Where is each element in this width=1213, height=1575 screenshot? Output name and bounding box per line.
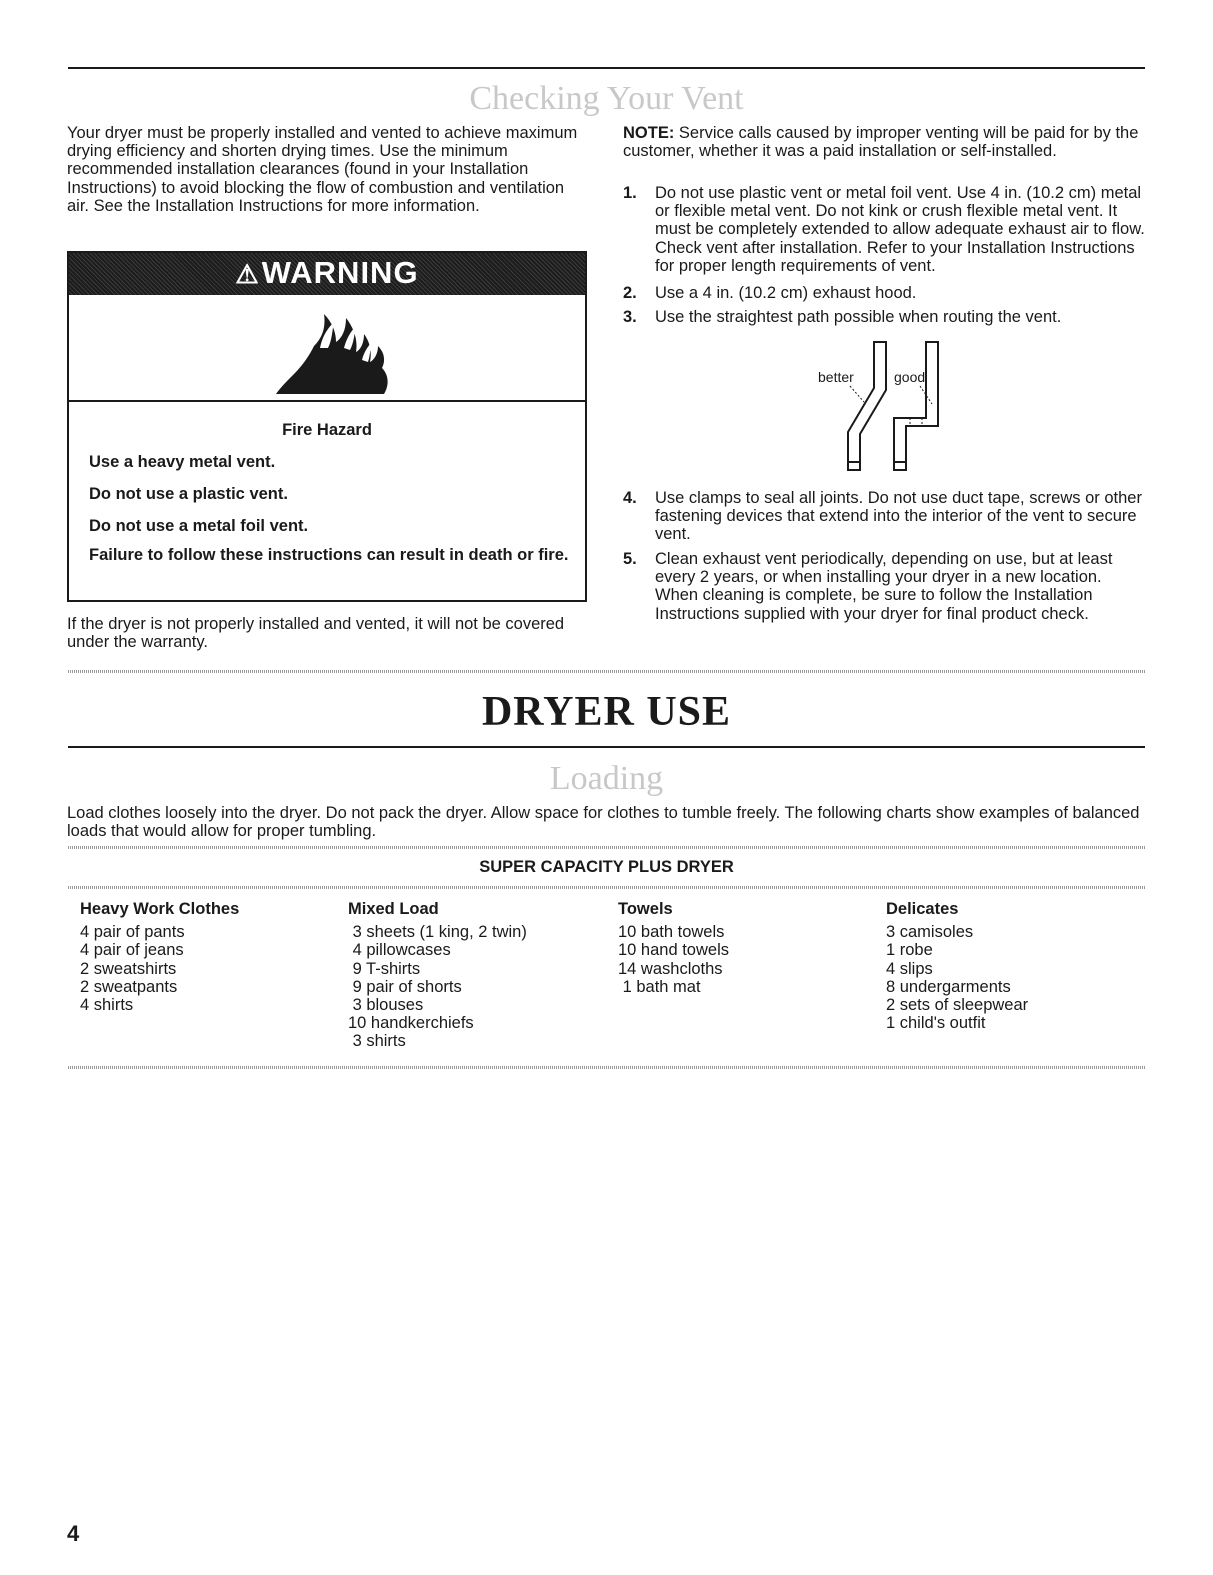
load-item: 4 pair of jeans <box>80 941 184 960</box>
load-item: 2 sweatshirts <box>80 959 177 978</box>
load-item: 4 pillowcases <box>348 941 451 960</box>
step-text: Clean exhaust vent periodically, depending on use, but at least every 2 years, or when installing your dryer in a new location. When cleaning is complete, be sure to follow the Installation Instructions supplied with your dryer for final product check. <box>655 550 1113 623</box>
load-item: 1 bath mat <box>618 977 701 996</box>
load-item: 3 camisoles <box>886 923 974 942</box>
step-text: Do not use plastic vent or metal foil vent. Use 4 in. (10.2 cm) metal or flexible metal vent. Do not kink or crush flexible metal vent. It must be completely extended to allow adequate exhaust air to flow. Check vent after installation. Refer to your Installation Instructions for proper length requirements of vent. <box>655 184 1145 275</box>
load-item: 3 sheets (1 king, 2 twin) <box>348 923 527 942</box>
vent-routing-diagram <box>810 338 970 478</box>
load-item: 9 T-shirts <box>348 959 421 978</box>
warning-title <box>69 255 585 291</box>
load-column-header: Mixed Load <box>348 900 439 918</box>
step-text: Use clamps to seal all joints. Do not use duct tape, screws or other fastening devices that extend into the interior of the vent to secure vent. <box>655 489 1142 544</box>
load-item: 3 shirts <box>348 1032 406 1051</box>
load-item: 9 pair of shorts <box>348 977 462 996</box>
step-number: 5. <box>623 550 637 568</box>
load-item: 2 sets of sleepwear <box>886 996 1029 1015</box>
warning-divider <box>69 400 585 402</box>
section-heading-checking-vent: Checking Your Vent <box>469 80 744 117</box>
top-rule <box>68 67 1145 69</box>
loading-paragraph: Load clothes loosely into the dryer. Do not pack the dryer. Allow space for clothes to tumble freely. The following charts show examples of balanced loads that would allow for proper tumbling. <box>67 804 1140 841</box>
note-label: NOTE: <box>623 124 675 142</box>
load-item: 1 child's outfit <box>886 1014 986 1033</box>
load-item: 14 washcloths <box>618 959 723 978</box>
step-number: 3. <box>623 308 637 326</box>
fire-icon <box>274 308 394 396</box>
load-item: 4 shirts <box>80 996 134 1015</box>
load-column-header: Heavy Work Clothes <box>80 900 240 918</box>
section-separator <box>68 670 1145 673</box>
load-column <box>80 900 340 1014</box>
page-number: 4 <box>67 1521 80 1546</box>
warning-line: Failure to follow these instructions can result in death or fire. <box>89 546 569 564</box>
warning-title-text: WARNING <box>261 255 419 290</box>
load-item: 1 robe <box>886 941 933 960</box>
load-item: 4 pair of pants <box>80 923 185 942</box>
warning-line: Use a heavy metal vent. <box>89 453 276 471</box>
load-item: 3 blouses <box>348 996 424 1015</box>
load-item: 4 slips <box>886 959 933 978</box>
intro-paragraph: Your dryer must be properly installed and vented to achieve maximum drying efficiency and shorten drying times. Use the minimum recommended installation clearances (found in your Installation Instructions) to avoid blocking the flow of combustion and ventilation air. See the Installation Instructions for more information. <box>67 124 578 215</box>
warning-line: Do not use a metal foil vent. <box>89 517 309 535</box>
step-number: 1. <box>623 184 637 202</box>
note-paragraph <box>623 124 1145 160</box>
section-heading-loading: Loading <box>549 760 664 797</box>
good-label: good <box>894 369 926 385</box>
warning-header <box>69 253 585 295</box>
chart-header-separator <box>68 886 1145 889</box>
load-item: 8 undergarments <box>886 977 1011 996</box>
load-column-header: Towels <box>618 900 673 918</box>
load-column <box>618 900 878 996</box>
page-title: DRYER USE <box>481 689 732 735</box>
warning-triangle-icon: ⚠ <box>235 259 260 289</box>
title-rule <box>68 746 1145 748</box>
step-number: 4. <box>623 489 637 507</box>
load-item: 10 handkerchiefs <box>348 1014 474 1033</box>
load-item: 10 hand towels <box>618 941 729 960</box>
load-column <box>348 900 608 1051</box>
better-label: better <box>818 369 854 385</box>
step-number: 2. <box>623 284 637 302</box>
chart-title: SUPER CAPACITY PLUS DRYER <box>479 858 734 876</box>
load-item: 10 bath towels <box>618 923 725 942</box>
warranty-note: If the dryer is not properly installed and vented, it will not be covered under the warranty. <box>67 615 565 652</box>
load-item: 2 sweatpants <box>80 977 178 996</box>
load-column <box>886 900 1146 1032</box>
chart-bottom-separator <box>68 1066 1145 1069</box>
hazard-title: Fire Hazard <box>282 421 372 439</box>
step-text: Use a 4 in. (10.2 cm) exhaust hood. <box>655 284 917 302</box>
chart-top-separator <box>68 846 1145 849</box>
step-text: Use the straightest path possible when routing the vent. <box>655 308 1062 326</box>
warning-box <box>67 251 587 602</box>
note-text: Service calls caused by improper venting will be paid for by the customer, whether it was a paid installation or self-installed. <box>623 124 1139 161</box>
load-column-header: Delicates <box>886 900 959 918</box>
warning-line: Do not use a plastic vent. <box>89 485 288 503</box>
